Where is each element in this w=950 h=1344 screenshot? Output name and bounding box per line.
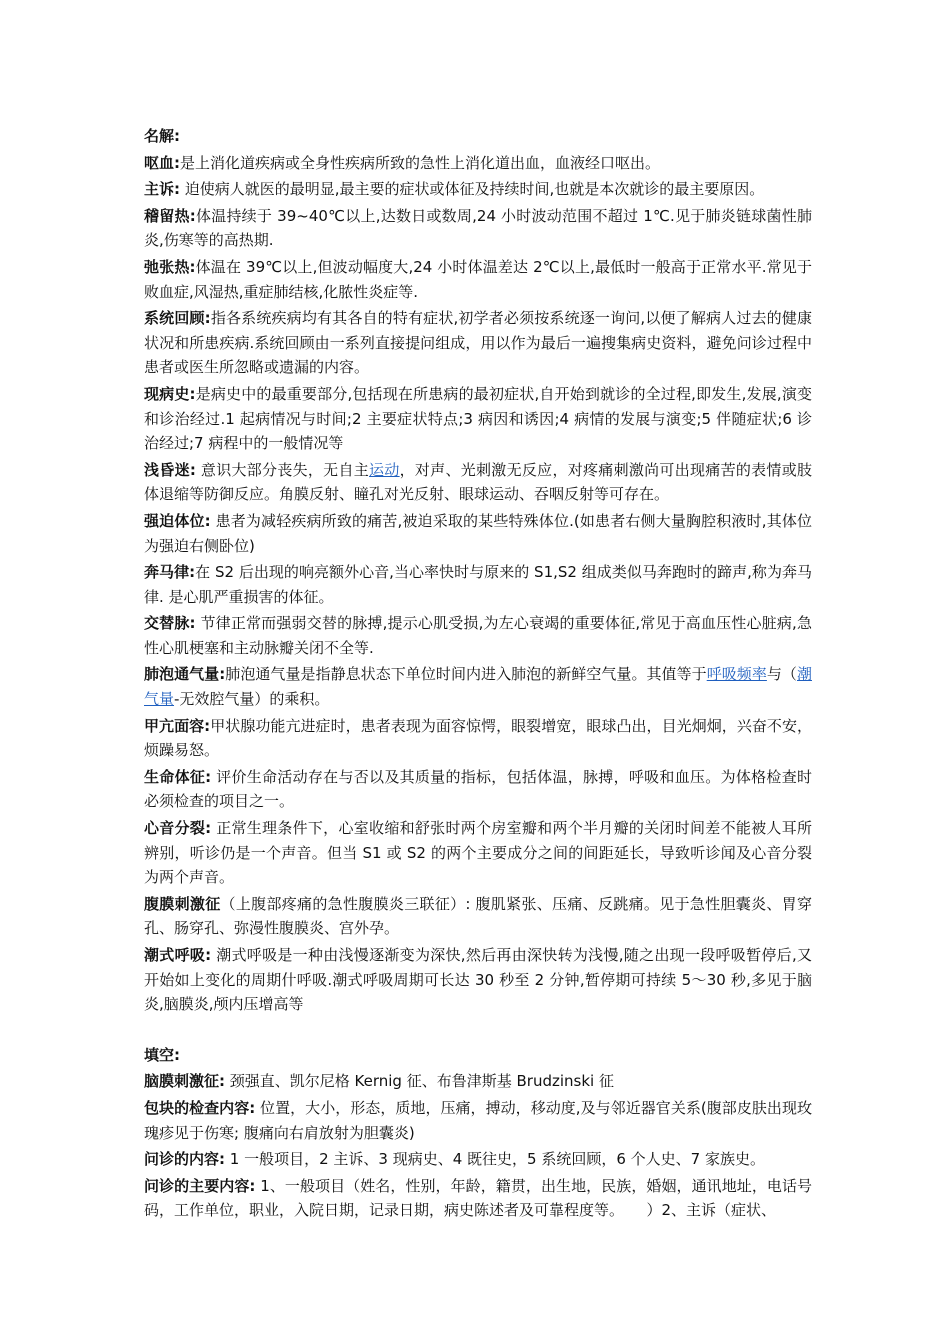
term-label: 甲亢面容:	[144, 716, 211, 735]
term-label: 现病史:	[144, 384, 196, 403]
term-label: 肺泡通气量:	[144, 665, 226, 684]
section-spacer	[144, 1019, 812, 1043]
entry-baokuai	[144, 1096, 812, 1145]
definition-text: 是病史中的最重要部分,包括现在所患病的最初症状,自开始到就诊的全过程,即发生,发展,演变和诊治经过.1 起病情况与时间;2 主要症状特点;3 病因和诱因;4 病情的发展与演变;5 伴随症状;6 诊治经过;7 病程中的一般情况等	[144, 384, 812, 453]
definition-text: 意识大部分丧失，无自主	[195, 460, 370, 479]
definition-text: 颈强直、凯尔尼格 Kernig 征、布鲁津斯基 Brudzinski 征	[225, 1072, 614, 1091]
link-yundong[interactable]: 运动	[369, 460, 400, 479]
definition-text: 患者为减轻疾病所致的痛苦,被迫采取的某些特殊体位.(如患者右侧大量胸腔积液时,其体位为强迫右侧卧位)	[144, 511, 813, 555]
entry-zhusu	[144, 177, 812, 202]
term-label: 生命体征:	[144, 767, 212, 786]
term-label: 交替脉:	[144, 614, 196, 633]
entry-xitonghuigu	[144, 306, 812, 380]
term-label: 问诊的内容:	[144, 1150, 225, 1169]
entry-chaoshihuxi	[144, 943, 812, 1017]
term-label: 系统回顾:	[144, 309, 211, 328]
definition-text: （上腹部疼痛的急性腹膜炎三联征）: 腹肌紧张、压痛、反跳痛。见于急性胆囊炎、胃穿孔、肠穿孔、弥漫性腹膜炎、宫外孕。	[144, 894, 812, 938]
definition-text: 潮式呼吸是一种由浅慢逐渐变为深快,然后再由深快转为浅慢,随之出现一段呼吸暂停后,又开始如上变化的周期什呼吸.潮式呼吸周期可长达 30 秒至 2 分钟,暂停期可持续 5～30 秒,多见于脑炎,脑膜炎,颅内压增高等	[144, 946, 813, 1014]
definition-text: 1 一般项目，2 主诉、3 现病史、4 既往史，5 系统回顾，6 个人史、7 家族史。	[225, 1150, 765, 1169]
term-label: 脑膜刺激征:	[144, 1072, 225, 1091]
definition-text: ，对声、光刺激无反应，对疼痛刺激尚可出现痛苦的表情或肢体退缩等防御反应。角膜反射、瞳孔对光反射、眼球运动、吞咽反射等可存在。	[144, 460, 812, 504]
entry-feipaotongqiliang	[144, 662, 812, 711]
definition-text: 指各系统疾病均有其各自的特有症状,初学者必须按系统逐一询问,以便了解病人过去的健康状况和所患疾病.系统回顾由一系列直接提问组成，用以作为最后一遍搜集病史资料，避免问诊过程中患者或医生所忽略或遗漏的内容。	[144, 309, 813, 377]
definition-text: 位置，大小，形态，质地，压痛，搏动，移动度,及与邻近器官关系(腹部皮肤出现玫瑰疹见于伤寒; 腹痛向右肩放射为胆囊炎)	[144, 1098, 812, 1142]
term-label: 强迫体位:	[144, 511, 211, 530]
term-label: 弛张热:	[144, 257, 196, 276]
definition-text: 是上消化道疾病或全身性疾病所致的急性上消化道出血，血液经口呕出。	[180, 153, 661, 172]
section-title-mingjie: 名解:	[144, 127, 180, 145]
entry-wenzhenzhuyao	[144, 1174, 812, 1223]
section-title-tiankong: 填空:	[144, 1045, 180, 1064]
definition-text: 节律正常而强弱交替的脉搏,提示心肌受损,为左心衰竭的重要体征,常见于高血压性心脏病,急性心肌梗塞和主动脉瓣关闭不全等.	[144, 614, 812, 657]
entry-qiangpotiwei	[144, 509, 812, 558]
entry-xianbingshi	[144, 382, 812, 456]
term-label: 潮式呼吸:	[144, 946, 212, 964]
entry-fumociji	[144, 892, 812, 941]
definition-text: 与（	[766, 665, 797, 684]
entry-jiakangmianrong	[144, 714, 812, 763]
link-huxipinlv[interactable]: 呼吸频率	[706, 665, 767, 684]
entry-qianhunmi	[144, 458, 812, 507]
document-page	[144, 124, 812, 1225]
term-label: 问诊的主要内容:	[144, 1176, 256, 1195]
definition-text: 体温持续于 39~40℃以上,达数日或数周,24 小时波动范围不超过 1℃.见于肺炎链球菌性肺炎,伤寒等的高热期.	[144, 206, 812, 250]
entry-chizhangre	[144, 255, 812, 304]
definition-text: -无效腔气量）的乘积。	[174, 690, 330, 709]
term-label: 稽留热:	[144, 206, 196, 225]
link-chaoqiliang[interactable]: 潮气量	[144, 665, 812, 709]
entry-benmalv	[144, 560, 812, 609]
term-label: 主诉:	[144, 180, 180, 199]
definition-text: 1、一般项目（姓名，性别，年龄，籍贯，出生地，民族，婚姻，通讯地址，电话号码，工作单位，职业，入院日期，记录日期，病史陈述者及可靠程度等。 ）2、主诉（症状、	[144, 1176, 812, 1220]
definition-text: 甲状腺功能亢进症时，患者表现为面容惊愕，眼裂增宽，眼球凸出，目光炯炯，兴奋不安，烦躁易怒。	[144, 716, 812, 760]
term-label: 呕血:	[144, 153, 180, 172]
term-label: 腹膜刺激征	[144, 894, 221, 913]
entry-wenzhenneirong	[144, 1147, 812, 1172]
entry-jiliure	[144, 204, 812, 253]
definition-text: 体温在 39℃以上,但波动幅度大,24 小时体温差达 2℃以上,最低时一般高于正常水平.常见于败血症,风湿热,重症肺结核,化脓性炎症等.	[144, 257, 812, 301]
definition-text: 在 S2 后出现的响亮额外心音,当心率快时与原来的 S1,S2 组成类似马奔跑时的蹄声,称为奔马律. 是心肌严重损害的体征。	[144, 563, 813, 606]
term-label: 浅昏迷:	[144, 460, 196, 479]
definition-text: 评价生命活动存在与否以及其质量的指标，包括体温，脉搏，呼吸和血压。为体格检查时必须检查的项目之一。	[144, 767, 812, 811]
definition-text: 肺泡通气量是指静息状态下单位时间内进入肺泡的新鲜空气量。其值等于	[225, 665, 707, 684]
term-label: 奔马律:	[144, 563, 196, 582]
term-label: 包块的检查内容:	[144, 1098, 256, 1117]
definition-text: 迫使病人就医的最明显,最主要的症状或体征及持续时间,也就是本次就诊的最主要原因。	[180, 180, 765, 199]
term-label: 心音分裂:	[144, 819, 212, 838]
entry-ouxue	[144, 151, 812, 176]
entry-shengmingtizheng	[144, 765, 812, 814]
entry-jiaotimai	[144, 611, 812, 660]
entry-xinyinfenlie	[144, 816, 812, 890]
definition-text: 正常生理条件下，心室收缩和舒张时两个房室瓣和两个半月瓣的关闭时间差不能被人耳所辨别，听诊仍是一个声音。但当 S1 或 S2 的两个主要成分之间的间距延长，导致听诊闻及心音分裂为两个声音。	[144, 819, 812, 887]
entry-naomociji	[144, 1069, 812, 1094]
